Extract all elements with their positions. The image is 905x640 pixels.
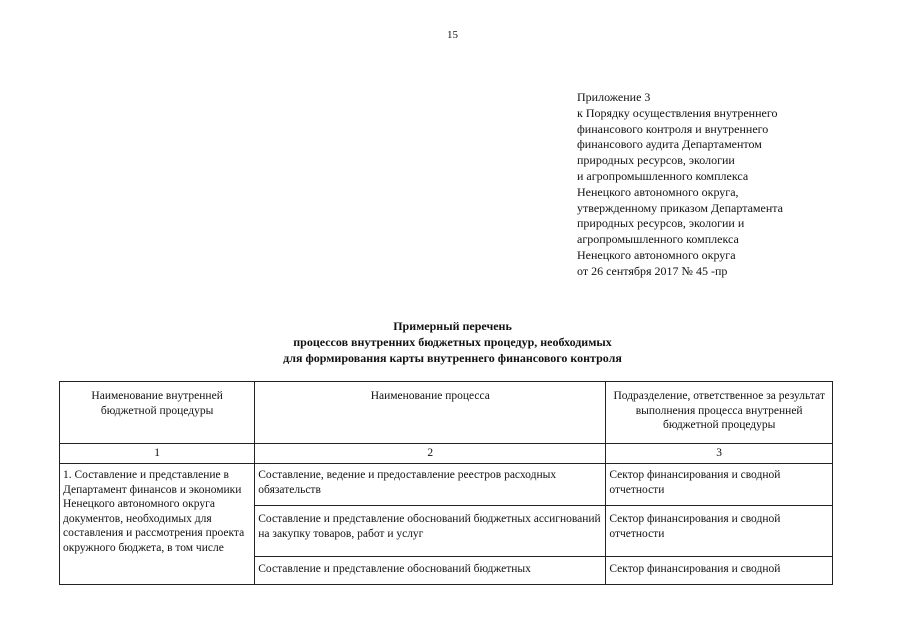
title-line: Примерный перечень bbox=[393, 319, 512, 333]
process-cell: Составление, ведение и предоставление реестров расходных обязательств bbox=[255, 464, 606, 506]
appendix-block bbox=[577, 90, 877, 280]
process-cell: Составление и представление обоснований бюджетных bbox=[255, 557, 606, 585]
column-number: 1 bbox=[60, 444, 255, 464]
appendix-line: к Порядку осуществления внутреннего bbox=[577, 105, 778, 120]
header-responsible: Подразделение, ответственное за результат выполнения процесса внутренней бюджетной процедуры bbox=[606, 382, 833, 444]
column-number-row bbox=[60, 444, 833, 464]
page-number: 15 bbox=[447, 29, 458, 41]
responsible-cell: Сектор финансирования и сводной bbox=[606, 557, 833, 585]
header-process: Наименование процесса bbox=[255, 382, 606, 444]
responsible-cell: Сектор финансирования и сводной отчетности bbox=[606, 464, 833, 506]
appendix-line: утвержденному приказом Департамента bbox=[577, 200, 783, 215]
header-procedure: Наименование внутренней бюджетной процедуры bbox=[60, 382, 255, 444]
appendix-line: Приложение 3 bbox=[577, 90, 651, 104]
column-number: 2 bbox=[255, 444, 606, 464]
appendix-line: природных ресурсов, экологии bbox=[577, 153, 735, 168]
table-header-row bbox=[60, 382, 833, 444]
process-cell: Составление и представление обоснований бюджетных ассигнований на закупку товаров, работ и услуг bbox=[255, 506, 606, 557]
document-title bbox=[0, 318, 905, 366]
title-line: процессов внутренних бюджетных процедур, необходимых bbox=[293, 335, 612, 349]
appendix-line: Ненецкого автономного округа, bbox=[577, 184, 739, 199]
appendix-line: и агропромышленного комплекса bbox=[577, 168, 749, 183]
procedures-table bbox=[59, 381, 833, 585]
appendix-line: агропромышленного комплекса bbox=[577, 232, 739, 247]
responsible-cell: Сектор финансирования и сводной отчетности bbox=[606, 506, 833, 557]
column-number: 3 bbox=[606, 444, 833, 464]
title-line: для формирования карты внутреннего финансового контроля bbox=[283, 351, 622, 365]
appendix-line: от 26 сентября 2017 № 45 -пр bbox=[577, 263, 728, 278]
appendix-line: природных ресурсов, экологии и bbox=[577, 216, 745, 231]
appendix-line: Ненецкого автономного округа bbox=[577, 247, 736, 262]
appendix-line: финансового контроля и внутреннего bbox=[577, 121, 769, 136]
appendix-line: финансового аудита Департаментом bbox=[577, 137, 762, 152]
table-row bbox=[60, 464, 833, 506]
procedure-cell: 1. Составление и представление в Департамент финансов и экономики Ненецкого автономного округа документов, необходимых для составления и рассмотрения проекта окружного бюджета, в том числе bbox=[60, 464, 255, 585]
